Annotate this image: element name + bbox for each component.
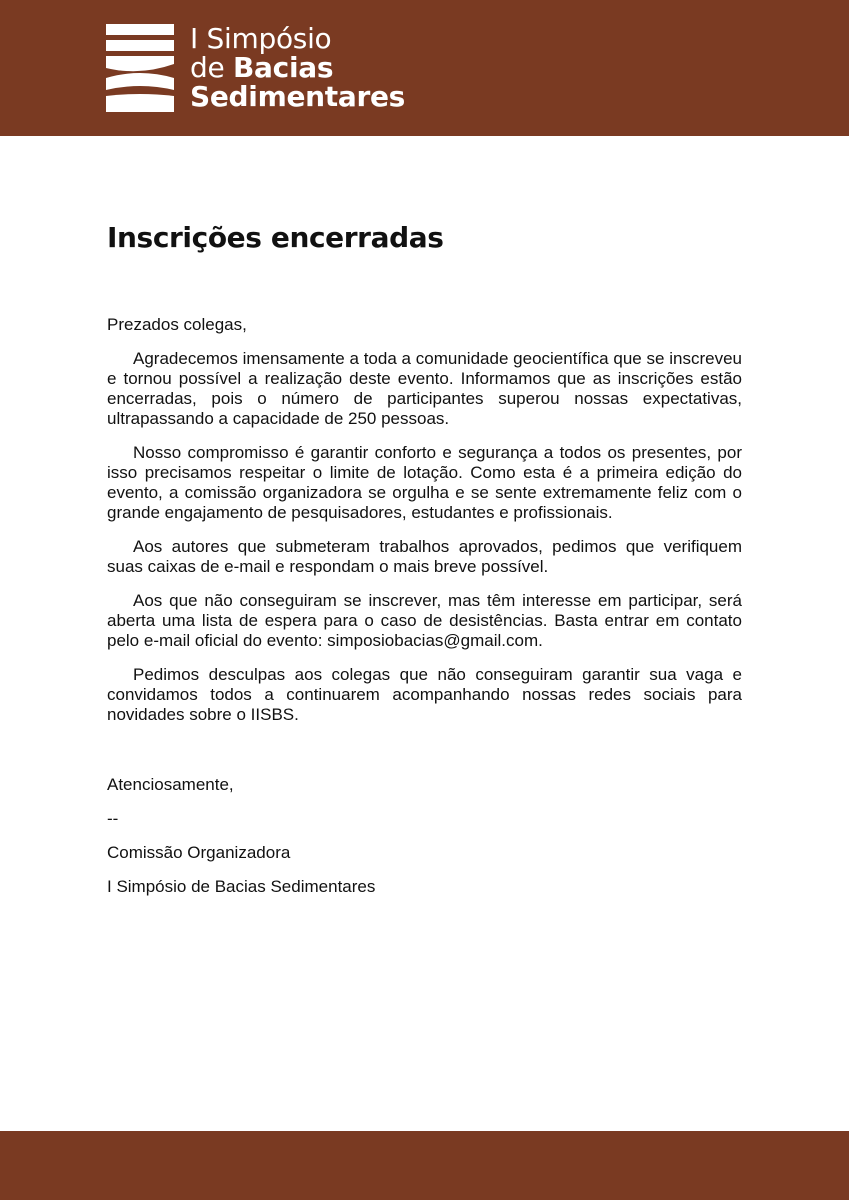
brand-line-2-prefix: de xyxy=(190,51,234,84)
brand-wordmark xyxy=(190,24,405,111)
brand-line-2 xyxy=(190,53,405,82)
footer-band xyxy=(0,1131,849,1200)
header-band xyxy=(0,0,849,136)
brand-line-2-strong: Bacias xyxy=(233,51,334,84)
closing: Atenciosamente, xyxy=(107,775,234,794)
paragraph-4: Aos que não conseguiram se inscrever, mas têm interesse em participar, será aberta uma lista de espera para o caso de desistências. Basta entrar em contato pelo e-mail oficial do evento: simposiobacias@gmail.com. xyxy=(107,591,742,650)
sedimentary-layers-icon xyxy=(106,24,174,112)
page-title: Inscrições encerradas xyxy=(107,221,444,254)
paragraph-1: Agradecemos imensamente a toda a comunidade geocientífica que se inscreveu e tornou possível a realização deste evento. Informamos que as inscrições estão encerradas, pois o número de participantes superou nossas expectativas, ultrapassando a capacidade de 250 pessoas. xyxy=(107,349,742,428)
salutation: Prezados colegas, xyxy=(107,315,247,334)
paragraph-3: Aos autores que submeteram trabalhos aprovados, pedimos que verifiquem suas caixas de e-mail e respondam o mais breve possível. xyxy=(107,537,742,576)
paragraph-2: Nosso compromisso é garantir conforto e segurança a todos os presentes, por isso precisamos respeitar o limite de lotação. Como esta é a primeira edição do evento, a comissão organizadora se orgulha e se sente extremamente feliz com o grande engajamento de pesquisadores, estudantes e profissionais. xyxy=(107,443,742,522)
signature-organizer: Comissão Organizadora xyxy=(107,843,291,862)
brand-line-3: Sedimentares xyxy=(190,80,406,113)
signature-event: I Simpósio de Bacias Sedimentares xyxy=(107,877,376,896)
signature-separator: -- xyxy=(107,809,119,828)
paragraph-5: Pedimos desculpas aos colegas que não conseguiram garantir sua vaga e convidamos todos a continuarem acompanhando nossas redes sociais para novidades sobre o IISBS. xyxy=(107,665,742,724)
brand-line-1: I Simpósio xyxy=(190,22,332,55)
letter-body xyxy=(107,218,742,897)
